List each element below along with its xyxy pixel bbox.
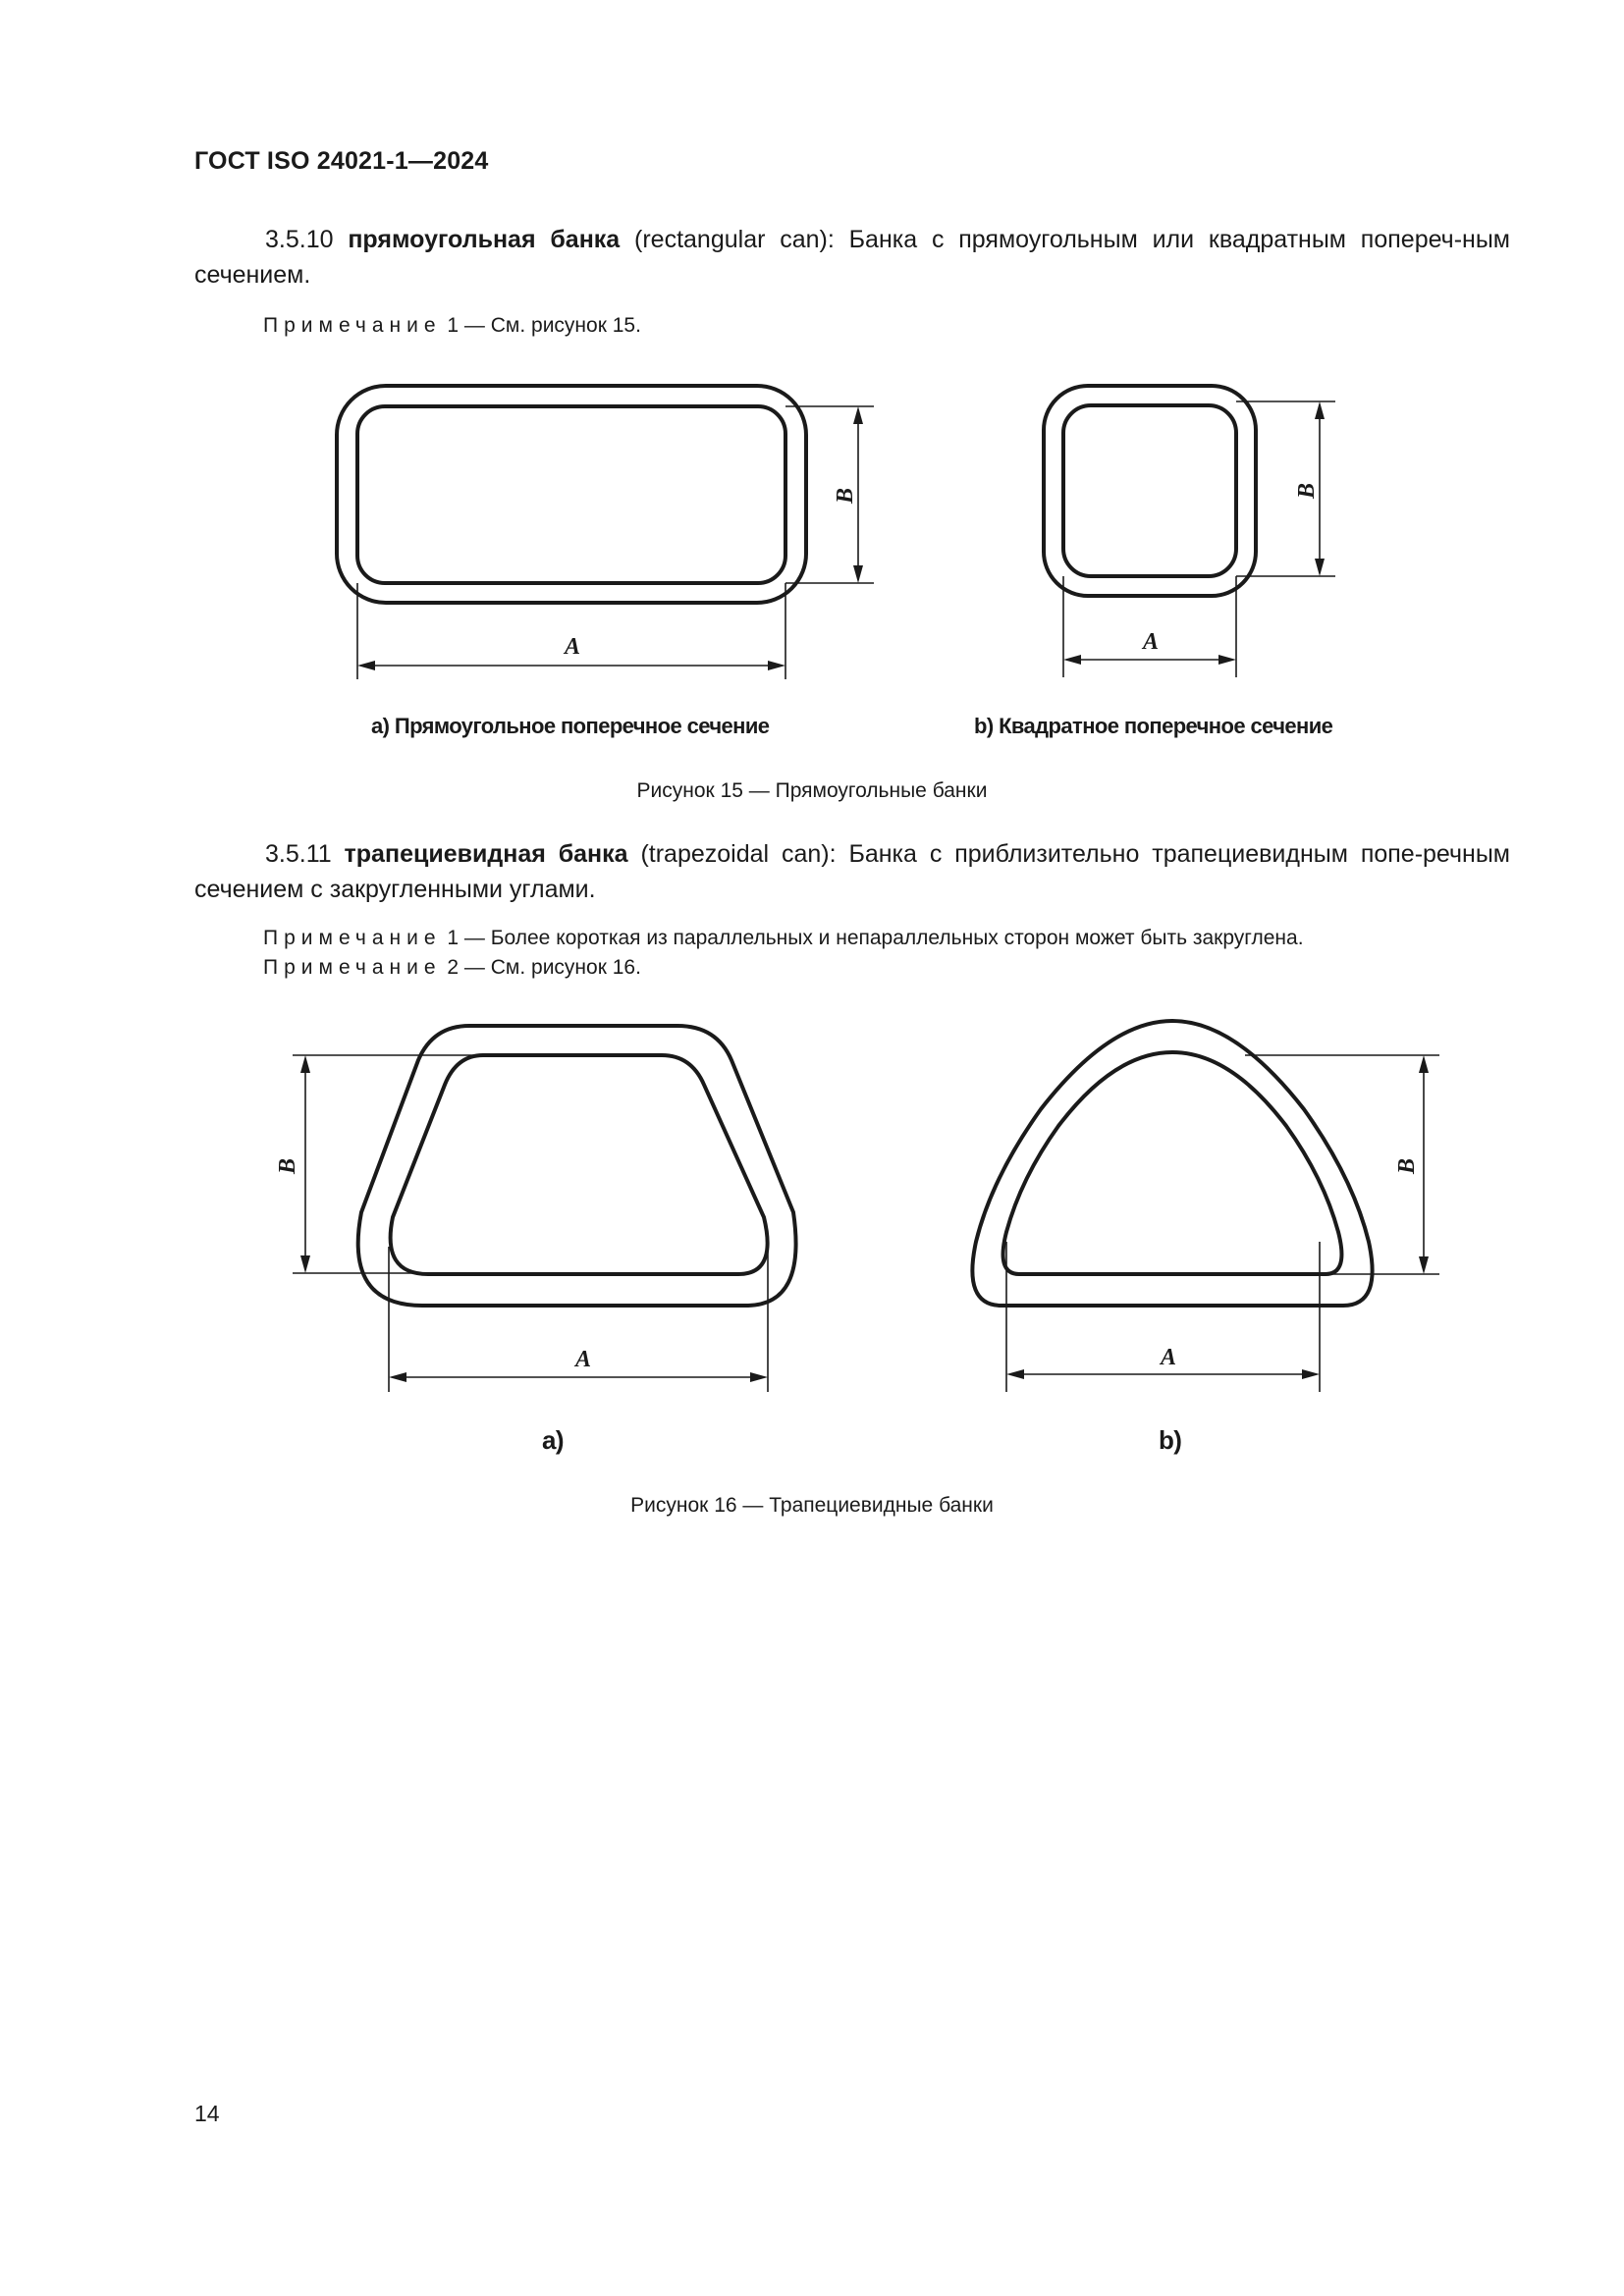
page-number: 14: [194, 2101, 220, 2126]
fig15b-dim-b: B: [1294, 482, 1320, 500]
d-shape-outer-outline: [972, 1021, 1372, 1306]
trapezoid-outer-outline: [358, 1026, 796, 1306]
note-label: Примечание: [263, 927, 442, 949]
note-label: Примечание: [263, 956, 442, 979]
fig15b-dim-a: A: [1142, 629, 1160, 655]
term-english: (rectangular can):: [634, 226, 835, 253]
term-english: (trapezoidal can):: [640, 840, 837, 868]
fig16a-dim-b: B: [275, 1157, 300, 1175]
square-outer-outline: [1044, 386, 1256, 596]
square-inner-outline: [1063, 405, 1236, 576]
figure-15-caption: Рисунок 15 — Прямоугольные банки: [636, 779, 988, 802]
fig15-sublabel-a: a) Прямоугольное поперечное сечение: [371, 714, 770, 738]
definition-3-5-11: [194, 836, 1510, 907]
document-header: ГОСТ ISO 24021-1—2024: [194, 147, 489, 175]
note-text: 1 — Более короткая из параллельных и непараллельных сторон может быть закруглена.: [447, 927, 1304, 949]
d-shape-inner-outline: [1003, 1052, 1342, 1274]
term-definition: Банка с прямоугольным или квадратным попереч-ным сечением.: [194, 226, 1510, 289]
fig15a-dim-b: B: [833, 487, 858, 505]
term-number: 3.5.11: [265, 840, 332, 868]
fig16b-dim-a: A: [1160, 1345, 1177, 1370]
fig16-sublabel-b: b): [1159, 1425, 1182, 1455]
fig16b-dim-b: B: [1394, 1157, 1420, 1175]
note-2-3-5-11: [263, 952, 1520, 984]
figure-16-caption: Рисунок 16 — Трапециевидные банки: [630, 1494, 994, 1517]
fig15-sublabel-b: b) Квадратное поперечное сечение: [974, 714, 1333, 738]
rect-inner-outline: [357, 406, 785, 583]
term-number: 3.5.10: [265, 226, 334, 253]
note-text: 2 — См. рисунок 16.: [447, 956, 641, 979]
fig16-sublabel-a: a): [542, 1425, 564, 1455]
note-label: Примечание: [263, 314, 442, 337]
fig16a-dim-a: A: [574, 1347, 592, 1372]
term-title: трапециевидная банка: [344, 840, 628, 868]
note-text: 1 — См. рисунок 15.: [447, 314, 641, 337]
trapezoid-inner-outline: [391, 1055, 768, 1274]
term-title: прямоугольная банка: [348, 226, 621, 253]
note-1-3-5-11: [263, 923, 1520, 954]
rect-outer-outline: [337, 386, 806, 603]
term-definition: Банка с приблизительно трапециевидным попе-речным сечением с закругленными углами.: [194, 840, 1510, 903]
fig15a-dim-a: A: [564, 634, 581, 660]
